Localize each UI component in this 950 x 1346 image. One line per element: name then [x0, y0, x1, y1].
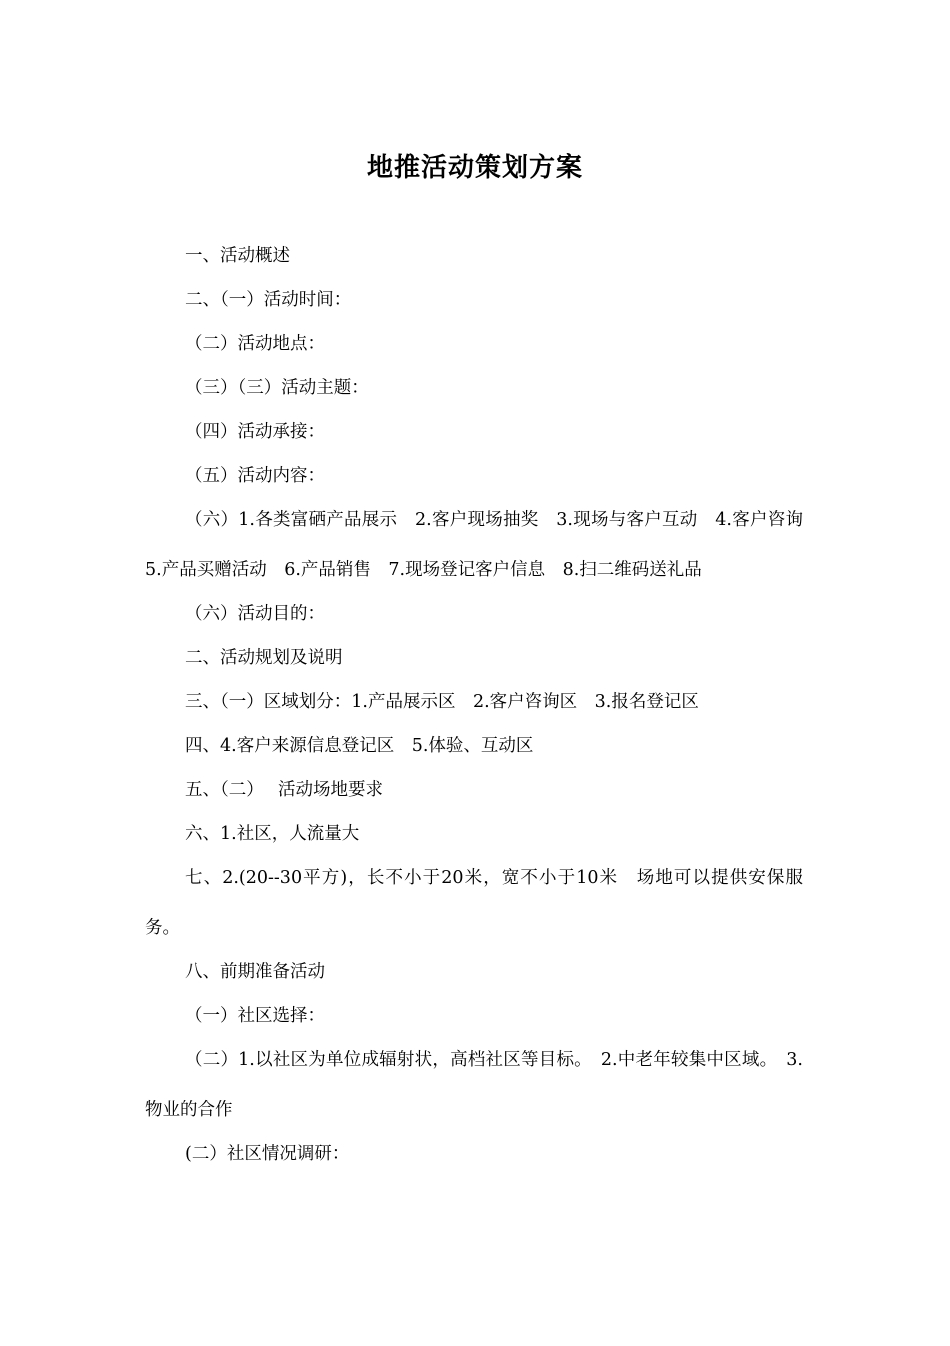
paragraph: (二）社区情况调研： [185, 1144, 350, 1164]
document-body [145, 234, 821, 1176]
paragraph: 八、前期准备活动 [185, 962, 325, 982]
paragraph: 七、2.(20--30平方)，长不小于20米，宽不小于10米 场地可以提供安保服务。 [145, 868, 803, 938]
paragraph: 二、（一）活动时间： [185, 290, 352, 310]
paragraph: （六）活动目的： [185, 604, 325, 624]
document-title: 地推活动策划方案 [366, 153, 583, 183]
paragraph: 四、4.客户来源信息登记区 5.体验、互动区 [185, 736, 534, 756]
paragraph: （三）（三）活动主题： [185, 378, 369, 398]
paragraph: 五、（二） 活动场地要求 [185, 780, 384, 800]
paragraph: 六、1.社区，人流量大 [185, 824, 360, 844]
paragraph: （一）社区选择： [185, 1006, 325, 1026]
paragraph: 一、活动概述 [185, 246, 290, 266]
paragraph: 二、活动规划及说明 [185, 648, 343, 668]
paragraph: （二）活动地点： [185, 334, 325, 354]
paragraph: 三、（一）区域划分：1.产品展示区 2.客户咨询区 3.报名登记区 [185, 692, 699, 712]
paragraph: （五）活动内容： [185, 466, 325, 486]
paragraph: （六）1.各类富硒产品展示 2.客户现场抽奖 3.现场与客户互动 4.客户咨询 5.产品买赠活动 6.产品销售 7.现场登记客户信息 8.扫二维码送礼品 [145, 510, 821, 580]
paragraph: （二）1.以社区为单位成辐射状，高档社区等目标。 2.中老年较集中区域。 3.物业的合作 [145, 1050, 803, 1120]
paragraph: （四）活动承接： [185, 422, 325, 442]
